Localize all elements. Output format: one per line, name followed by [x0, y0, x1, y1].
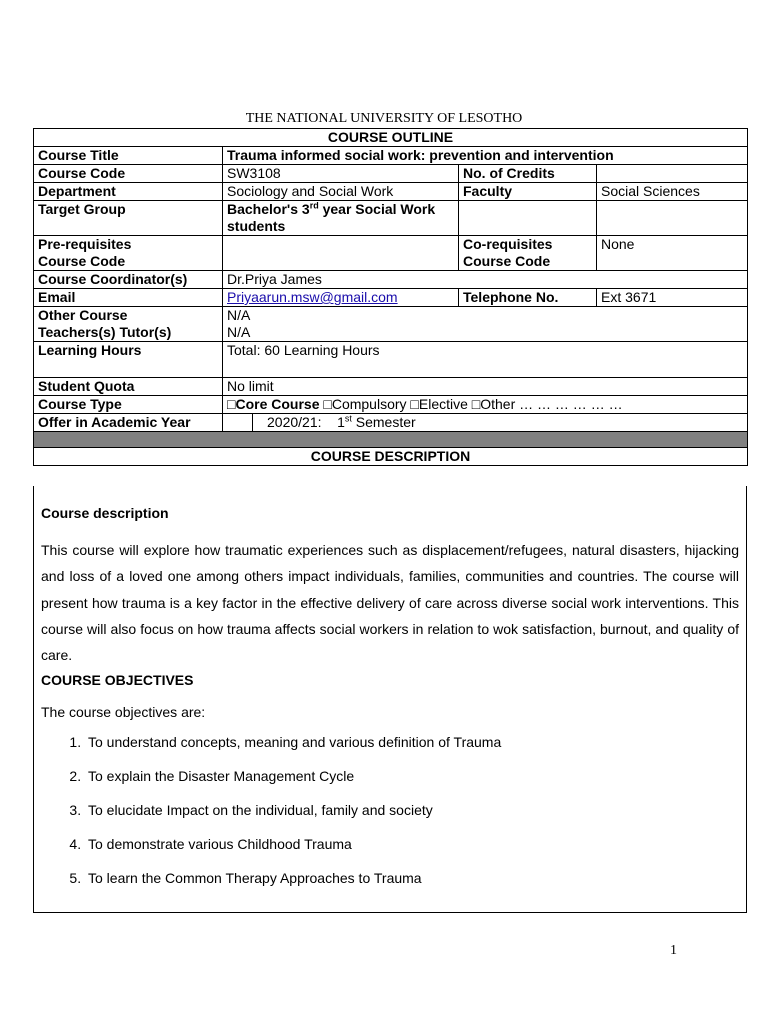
course-description-heading: Course description — [41, 505, 169, 521]
course-objectives-intro: The course objectives are: — [41, 704, 206, 721]
learning-hours-value: Total: 60 Learning Hours — [223, 342, 748, 378]
corequisites-label: Co-requisites Course Code — [459, 236, 597, 271]
objective-item: 4. To demonstrate various Childhood Trauma — [85, 836, 739, 853]
faculty-label: Faculty — [459, 183, 597, 201]
course-title-value: Trauma informed social work: prevention and intervention — [223, 147, 748, 165]
other-teachers-value: N/A N/A — [223, 307, 748, 342]
learning-hours-label: Learning Hours — [34, 342, 223, 378]
telephone-value: Ext 3671 — [597, 289, 748, 307]
course-type-label: Course Type — [34, 396, 223, 414]
prerequisites-value — [223, 236, 459, 271]
separator-bar — [34, 432, 748, 448]
coordinator-label: Course Coordinator(s) — [34, 271, 223, 289]
email-link[interactable]: Priyaarun.msw@gmail.com — [227, 289, 398, 305]
course-description-paragraph: This course will explore how traumatic experiences such as displacement/refugees, natural disasters, hijacking and loss of a loved one among others impact individuals, families, communities and countries. The course will present how trauma is a key factor in the effective delivery of care across diverse social work interventions. This course will also focus on how trauma affects social workers in relation to wok satisfaction, burnout, and quality of care. — [41, 542, 739, 664]
faculty-value: Social Sciences — [597, 183, 748, 201]
course-code-value: SW3108 — [223, 165, 459, 183]
target-group-value: Bachelor's 3rd year Social Work students — [223, 201, 459, 236]
target-group-label: Target Group — [34, 201, 223, 236]
coordinator-value: Dr.Priya James — [223, 271, 748, 289]
credits-label: No. of Credits — [459, 165, 597, 183]
academic-year-value: 2020/21: 1st Semester — [253, 414, 748, 432]
prerequisites-label: Pre-requisites Course Code — [34, 236, 223, 271]
course-outline-title: COURSE OUTLINE — [34, 129, 748, 147]
student-quota-label: Student Quota — [34, 378, 223, 396]
corequisites-value: None — [597, 236, 748, 271]
objective-item: 2. To explain the Disaster Management Cycle — [85, 768, 739, 785]
course-objectives-list — [41, 734, 739, 887]
telephone-label: Telephone No. — [459, 289, 597, 307]
academic-year-label: Offer in Academic Year — [34, 414, 223, 432]
department-label: Department — [34, 183, 223, 201]
objective-item: 1. To understand concepts, meaning and various definition of Trauma — [85, 734, 739, 751]
core-course-option: □Core Course — [227, 396, 320, 412]
course-description-section — [33, 486, 747, 913]
objective-item: 3. To elucidate Impact on the individual, family and society — [85, 802, 739, 819]
other-course-options: □Compulsory □Elective □Other … … … … … … — [319, 396, 623, 412]
department-value: Sociology and Social Work — [223, 183, 459, 201]
university-title: THE NATIONAL UNIVERSITY OF LESOTHO — [245, 111, 523, 126]
page-number: 1 — [670, 943, 677, 958]
email-label: Email — [34, 289, 223, 307]
student-quota-value: No limit — [223, 378, 748, 396]
course-description-title: COURSE DESCRIPTION — [34, 448, 748, 466]
course-objectives-heading: COURSE OBJECTIVES — [41, 672, 194, 689]
other-teachers-label: Other Course Teachers(s) Tutor(s) — [34, 307, 223, 342]
course-title-label: Course Title — [34, 147, 223, 165]
course-type-options — [223, 396, 748, 414]
course-outline-table — [33, 128, 748, 466]
credits-value — [597, 165, 748, 183]
course-code-label: Course Code — [34, 165, 223, 183]
objective-item: 5. To learn the Common Therapy Approaches to Trauma — [85, 870, 739, 887]
